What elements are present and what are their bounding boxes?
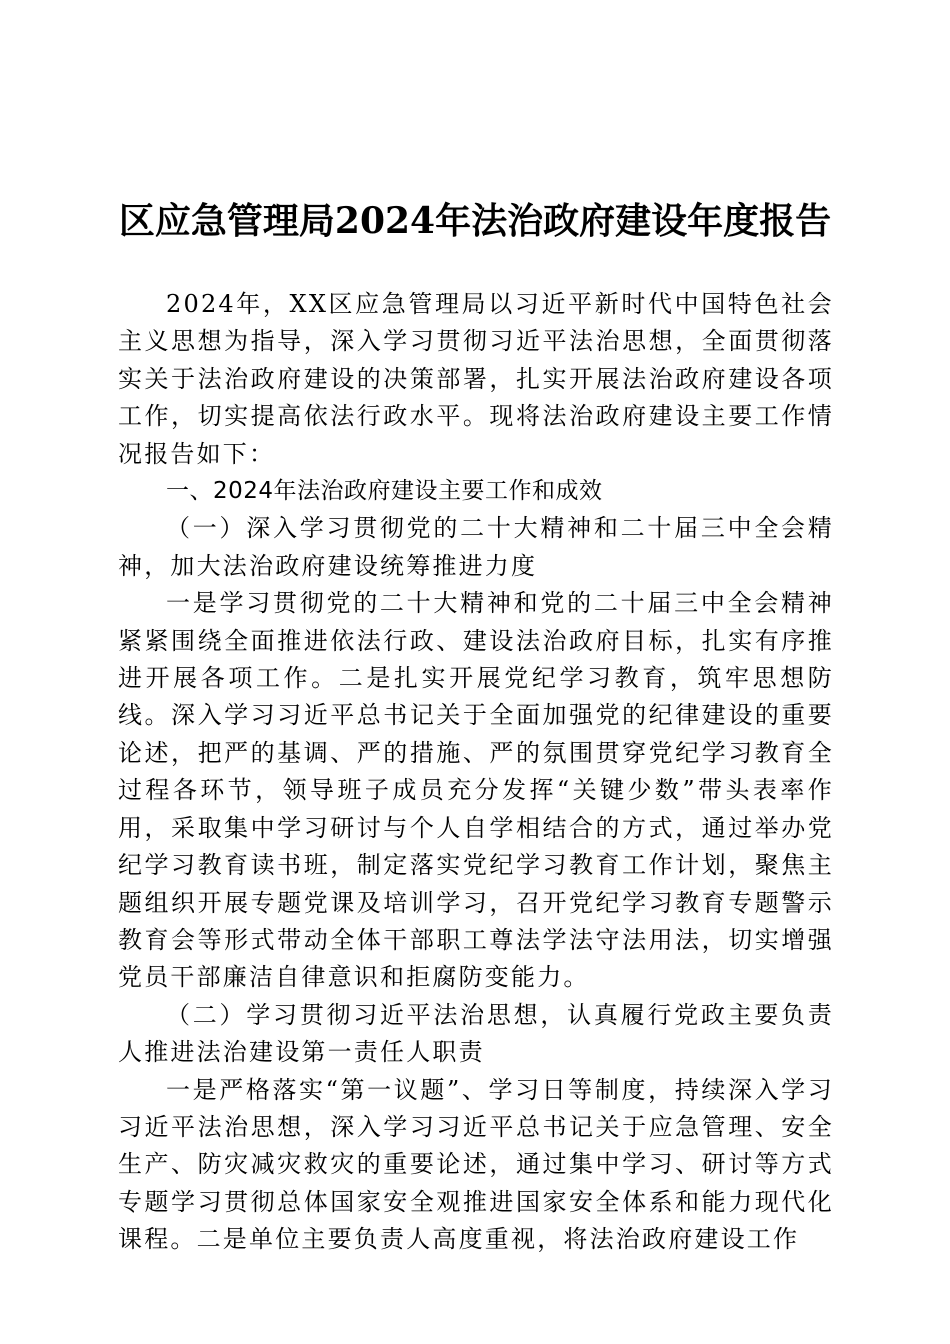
intro-paragraph: 2024年，XX区应急管理局以习近平新时代中国特色社会主义思想为指导，深入学习贯彻习近平法治思想，全面贯彻落实关于法治政府建设的决策部署，扎实开展法治政府建设各项工作，切实提高依法行政水平。现将法治政府建设主要工作情况报告如下：	[118, 290, 834, 468]
document-body	[118, 286, 834, 1259]
section-heading-1: 一、2024年法治政府建设主要工作和成效	[166, 478, 603, 505]
subsection-1-paragraph: 一是学习贯彻党的二十大精神和党的二十届三中全会精神紧紧围绕全面推进依法行政、建设法治政府目标，扎实有序推进开展各项工作。二是扎实开展党纪学习教育，筑牢思想防线。深入学习习近平总书记关于全面加强党的纪律建设的重要论述，把严的基调、严的措施、严的氛围贯穿党纪学习教育全过程各环节，领导班子成员充分发挥“关键少数”带头表率作用，采取集中学习研讨与个人自学相结合的方式，通过举办党纪学习教育读书班，制定落实党纪学习教育工作计划，聚焦主题组织开展专题党课及培训学习，召开党纪学习教育专题警示教育会等形式带动全体干部职工尊法学法守法用法，切实增强党员干部廉洁自律意识和拒腐防变能力。	[118, 589, 834, 992]
subsection-heading-2: （二）学习贯彻习近平法治思想，认真履行党政主要负责人推进法治建设第一责任人职责	[118, 1000, 834, 1067]
subsection-2-paragraph: 一是严格落实“第一议题”、学习日等制度，持续深入学习习近平法治思想，深入学习习近平总书记关于应急管理、安全生产、防灾减灾救灾的重要论述，通过集中学习、研讨等方式专题学习贯彻总体国家安全观推进国家安全体系和能力现代化课程。二是单位主要负责人高度重视，将法治政府建设工作	[118, 1075, 834, 1254]
document-title: 区应急管理局2024年法治政府建设年度报告	[118, 200, 832, 242]
subsection-heading-1: （一）深入学习贯彻党的二十大精神和二十届三中全会精神，加大法治政府建设统筹推进力度	[118, 514, 834, 580]
